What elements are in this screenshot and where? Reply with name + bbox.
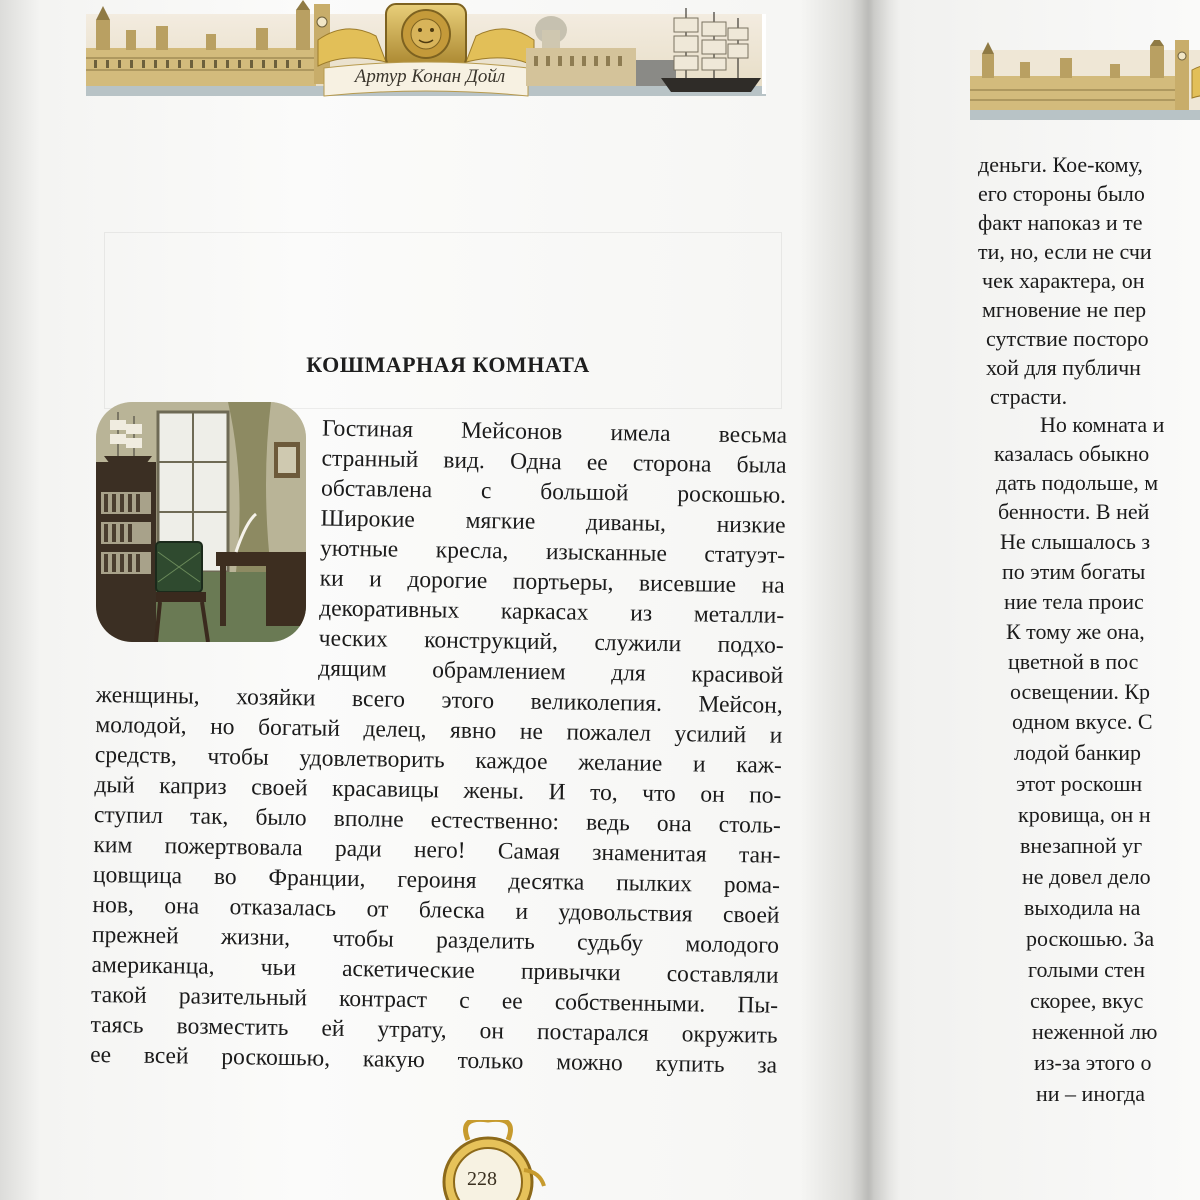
text-line: цветной в пос	[1008, 649, 1139, 674]
chapter-title: КОШМАРНАЯ КОМНАТА	[306, 352, 590, 377]
text-line: внезапной уг	[1020, 833, 1143, 858]
text-line: чек характера, он	[982, 268, 1145, 293]
text-line: ти, но, если не счи	[978, 239, 1152, 264]
text-line: средств, чтобы удовлетворить каждое желание и каж-	[94, 741, 783, 779]
text-line: деньги. Кое-кому,	[978, 152, 1143, 177]
text-line: ступил так, было вполне естественно: ведь она столь-	[93, 801, 782, 839]
text-line: декоративных каркасах из металли-	[319, 595, 785, 629]
text-line: мгновение не пер	[982, 297, 1147, 322]
text-line: Но комната и	[1040, 412, 1165, 437]
text-line: дый каприз своей красавицы жены. И то, что он по-	[94, 771, 782, 809]
text-line: роскошью. За	[1026, 926, 1155, 951]
text-line: цовщица во Франции, героиня десятка пылких рома-	[92, 861, 781, 899]
text-line: бенности. В ней	[998, 499, 1150, 524]
text-line: лодой банкир	[1014, 740, 1142, 765]
text-line: ким пожертвовала ради него! Самая знаменитая тан-	[93, 831, 781, 869]
text-line: страсти.	[990, 384, 1068, 409]
text-line: не довел дело	[1022, 864, 1151, 889]
text-line: таясь возместить ей утрату, он постарался окружить	[90, 1011, 778, 1049]
text-line: из-за этого о	[1034, 1050, 1152, 1075]
text-line: хой для публичн	[986, 355, 1141, 380]
text-line: голыми стен	[1028, 957, 1146, 982]
text-line: ни – иногда	[1036, 1081, 1145, 1106]
text-line: Широкие мягкие диваны, низкие	[320, 505, 786, 539]
text-line: его стороны было	[978, 181, 1145, 206]
right-page	[890, 0, 1200, 1200]
text-line: обставлена с большой роскошью.	[320, 475, 787, 509]
text-line: К тому же она,	[1006, 619, 1145, 644]
text-line: ческих конструкций, служили подхо-	[318, 625, 784, 659]
text-line: неженной лю	[1032, 1019, 1158, 1044]
text-line: факт напоказ и те	[978, 210, 1143, 235]
text-line: американца, чьи аскетические привычки составляли	[91, 951, 779, 989]
text-line: ки и дорогие портьеры, висевшие на	[319, 565, 785, 599]
text-line: ее всей роскошью, какую только можно купить за	[89, 1041, 778, 1079]
text-line: странный вид. Одна ее сторона была	[321, 445, 787, 479]
text-line: дать подольше, м	[996, 470, 1159, 495]
text-line: Гостиная Мейсонов имела весьма	[321, 415, 788, 449]
text-line: сутствие посторо	[986, 326, 1149, 351]
text-line: казалась обыкно	[994, 441, 1150, 466]
running-head-author: Артур Конан Дойл	[354, 66, 506, 87]
text-line: по этим богаты	[1002, 559, 1146, 584]
text-line: кровища, он н	[1018, 802, 1151, 827]
text-line: освещении. Кр	[1010, 679, 1151, 704]
page-number: 228	[467, 1168, 497, 1190]
text-line: Не слышалось з	[1000, 529, 1151, 554]
book-gutter	[850, 0, 890, 1200]
text-line: скорее, вкус	[1030, 988, 1144, 1013]
text-line: женщины, хозяйки всего этого великолепия. Мейсон,	[95, 681, 783, 719]
text-line: этот роскошн	[1016, 771, 1143, 796]
header-banner-illustration-right	[970, 40, 1200, 126]
text-line: молодой, но богатый делец, явно не пожалел усилий и	[95, 711, 783, 749]
text-line: такой разительный контраст с ее собственными. Пы-	[90, 981, 779, 1019]
text-line: нов, она отказалась от блеска и удовольствия своей	[92, 891, 780, 929]
text-line: прежней жизни, чтобы разделить судьбу молодого	[91, 921, 780, 959]
text-line: ние тела проис	[1004, 589, 1144, 614]
text-line: дящим обрамлением для красивой	[318, 655, 784, 689]
text-line: уютные кресла, изысканные статуэт-	[319, 535, 786, 569]
text-line: одном вкусе. С	[1012, 709, 1153, 734]
text-line: выходила на	[1024, 895, 1141, 920]
